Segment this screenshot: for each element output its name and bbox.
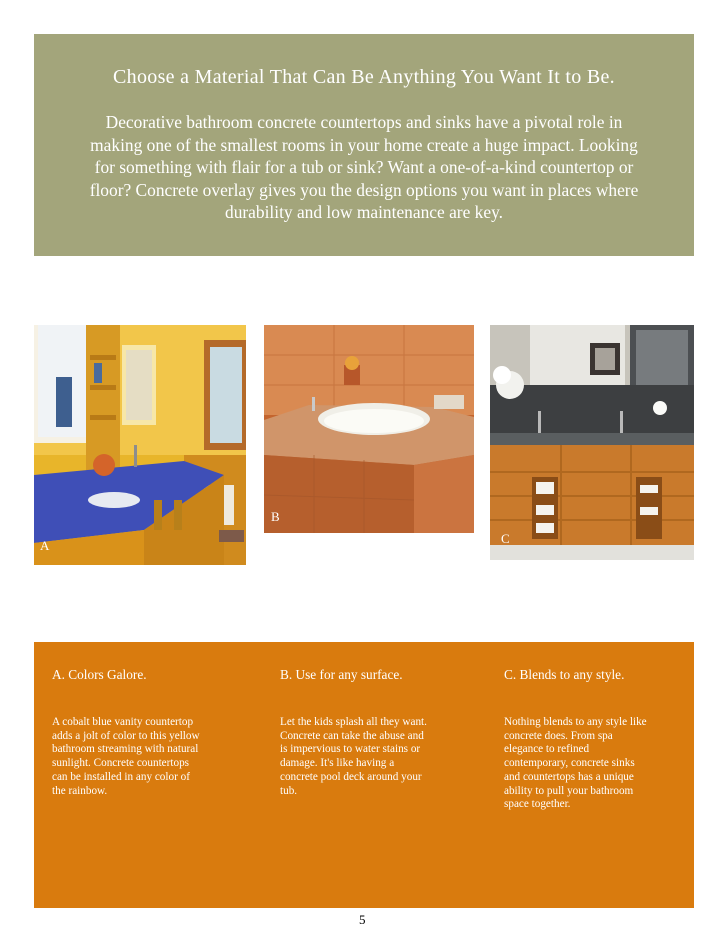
photo-b-orange-tub: [264, 325, 474, 533]
banner-line: making one of the smallest rooms in your home create a huge impact. Looking: [90, 134, 638, 155]
column-line: contemporary, concrete sinks: [504, 757, 635, 770]
column-c-text: [504, 716, 676, 812]
page-number: 5: [359, 912, 366, 927]
column-line: A cobalt blue vanity countertop: [52, 716, 194, 728]
column-line: bathroom streaming with natural: [52, 743, 199, 756]
column-a-text: [52, 716, 224, 798]
column-line: is impervious to water stains or: [280, 743, 421, 756]
column-line: elegance to refined: [504, 743, 590, 756]
photo-b-letter: B: [271, 509, 280, 524]
column-a-heading: A. Colors Galore.: [52, 667, 147, 682]
banner-line: for something with flair for a tub or sink? Want a one-of-a-kind countertop or: [94, 157, 634, 178]
column-line: Let the kids splash all they want.: [280, 716, 427, 728]
banner-text: [40, 111, 688, 224]
column-line: the rainbow.: [52, 784, 108, 797]
column-b-heading: B. Use for any surface.: [280, 667, 403, 682]
column-line: sunlight. Concrete countertops: [52, 757, 190, 770]
photo-c-modern-vanity: [490, 325, 694, 560]
photo-c-illustration: [490, 325, 694, 560]
column-line: and countertops has a unique: [504, 770, 634, 783]
column-line: concrete does. From spa: [504, 729, 613, 742]
photo-a-illustration: [34, 325, 246, 565]
column-line: Concrete can take the abuse and: [280, 729, 424, 742]
column-line: space together.: [504, 798, 571, 811]
photo-a-letter: A: [40, 538, 50, 553]
banner-line: floor? Concrete overlay gives you the design options you want in places where: [89, 179, 639, 200]
feature-panel: [34, 642, 694, 908]
banner-line: durability and low maintenance are key.: [225, 202, 503, 223]
column-c-heading: C. Blends to any style.: [504, 667, 625, 682]
column-b-text: [280, 716, 452, 798]
intro-banner: [34, 34, 694, 256]
column-line: can be installed in any color of: [52, 770, 190, 783]
column-line: damage. It's like having a: [280, 757, 395, 770]
column-line: concrete pool deck around your: [280, 770, 422, 783]
banner-title: Choose a Material That Can Be Anything You Want It to Be.: [113, 66, 615, 88]
column-line: tub.: [280, 784, 298, 797]
column-line: adds a jolt of color to this yellow: [52, 729, 200, 742]
banner-line: Decorative bathroom concrete countertops and sinks have a pivotal role in: [105, 112, 623, 132]
column-line: Nothing blends to any style like: [504, 716, 647, 728]
photo-a-yellow-bathroom: [34, 325, 246, 565]
column-line: ability to pull your bathroom: [504, 784, 634, 797]
photo-b-illustration: [264, 325, 474, 533]
photo-c-letter: C: [501, 531, 510, 546]
